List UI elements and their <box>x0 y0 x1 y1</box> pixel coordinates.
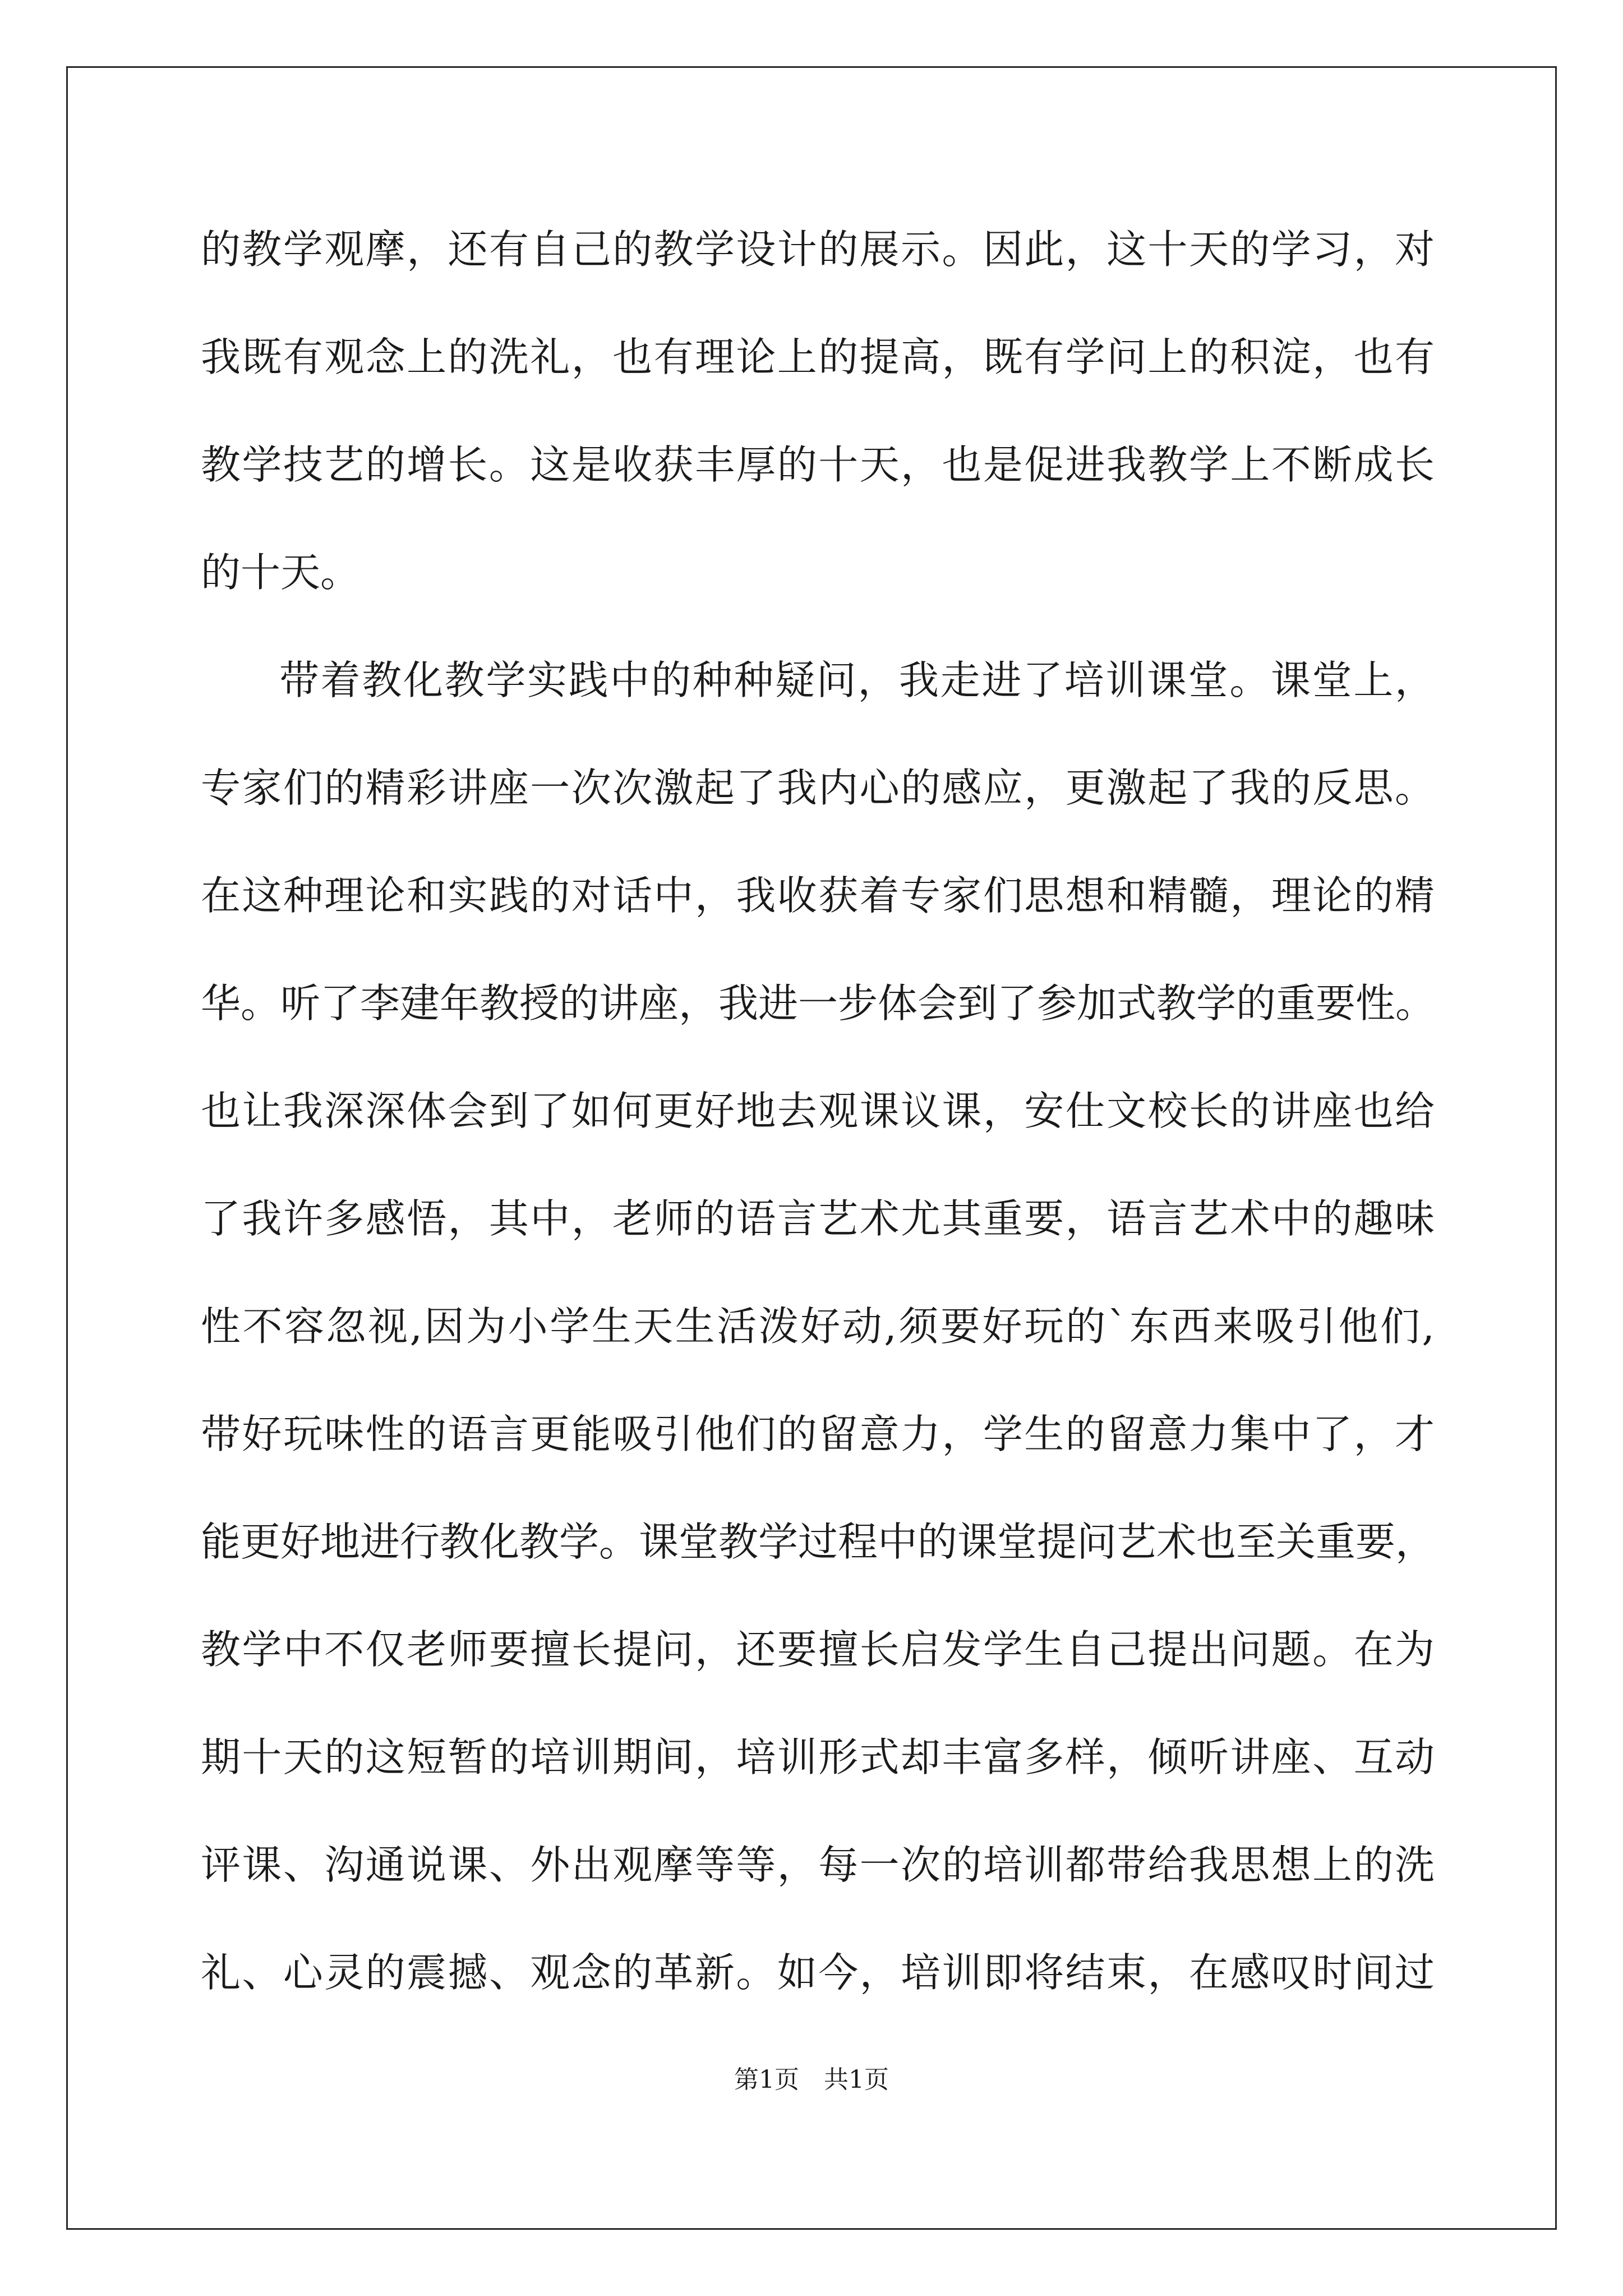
text-line: 我既有观念上的洗礼，也有理论上的提高，既有学问上的积淀，也有 <box>201 334 1435 380</box>
text-line: 专家们的精彩讲座一次次激起了我内心的感应，更激起了我的反思。 <box>201 765 1435 811</box>
text-line: 带好玩味性的语言更能吸引他们的留意力，学生的留意力集中了，才 <box>201 1411 1435 1457</box>
text-line: 礼、心灵的震撼、观念的革新。如今，培训即将结束，在感叹时间过 <box>201 1949 1435 1996</box>
text-line: 教学技艺的增长。这是收获丰厚的十天，也是促进我教学上不断成长 <box>201 441 1435 488</box>
paragraph-first-line: 带着教化教学实践中的种种疑问，我走进了培训课堂。课堂上， <box>279 657 1435 703</box>
text-line: 的十天。 <box>201 549 361 596</box>
text-line: 也让我深深体会到了如何更好地去观课议课，安仕文校长的讲座也给 <box>201 1088 1435 1134</box>
text-line: 期十天的这短暂的培训期间，培训形式却丰富多样，倾听讲座、互动 <box>201 1734 1435 1780</box>
text-line: 评课、沟通说课、外出观摩等等，每一次的培训都带给我思想上的洗 <box>201 1842 1435 1888</box>
text-line: 能更好地进行教化教学。课堂教学过程中的课堂提问艺术也至关重要， <box>201 1519 1436 1565</box>
text-line: 性不容忽视,因为小学生天生活泼好动,须要好玩的`东西来吸引他们, <box>201 1303 1435 1350</box>
text-line: 在这种理论和实践的对话中，我收获着专家们思想和精髓，理论的精 <box>201 872 1435 919</box>
text-line: 教学中不仅老师要擅长提问，还要擅长启发学生自己提出问题。在为 <box>201 1626 1435 1673</box>
text-line: 的教学观摩，还有自己的教学设计的展示。因此，这十天的学习，对 <box>201 226 1435 273</box>
page-number-footer: 第1页 共1页 <box>734 2065 889 2094</box>
text-line: 了我许多感悟，其中，老师的语言艺术尤其重要，语言艺术中的趣味 <box>201 1195 1435 1242</box>
text-line: 华。听了李建年教授的讲座，我进一步体会到了参加式教学的重要性。 <box>201 980 1436 1027</box>
